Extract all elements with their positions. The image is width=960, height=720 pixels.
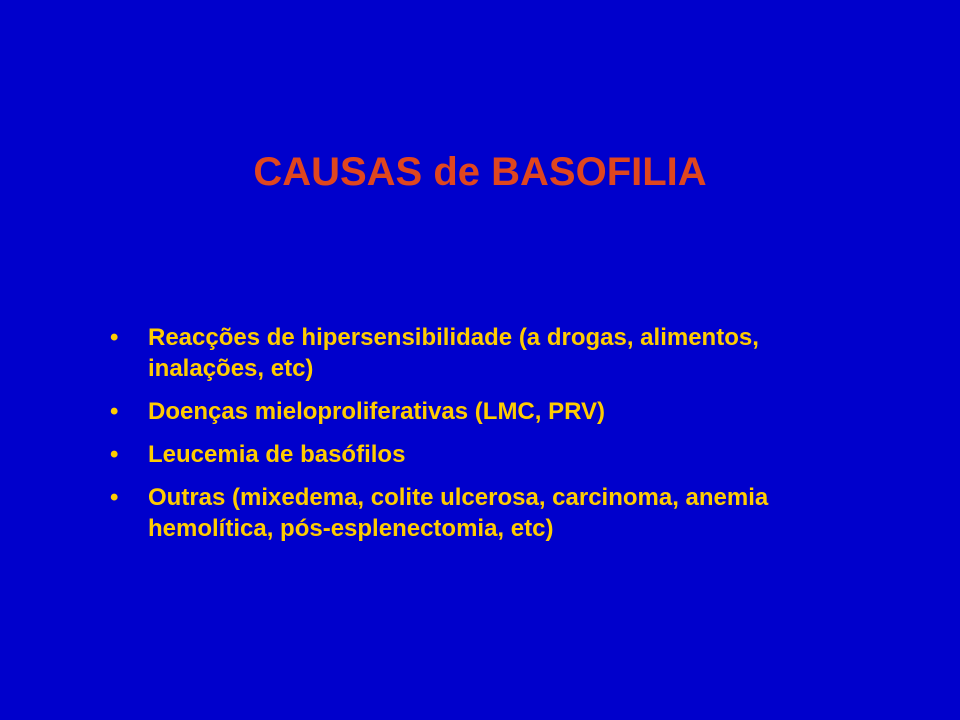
bullet-marker: • — [110, 324, 119, 351]
list-item — [110, 322, 870, 384]
list-item — [110, 439, 870, 470]
bullet-marker: • — [110, 398, 119, 425]
bullet-marker: • — [110, 441, 119, 468]
bullet-text: Reacções de hipersensibilidade (a drogas, alimentos, inalações, etc) — [148, 324, 759, 382]
slide-title: CAUSAS de BASOFILIA — [253, 150, 707, 194]
list-item — [110, 482, 870, 544]
bullet-list — [110, 322, 870, 556]
bullet-text: Doenças mieloproliferativas (LMC, PRV) — [148, 398, 606, 425]
bullet-marker: • — [110, 484, 119, 511]
list-item — [110, 396, 870, 427]
bullet-text: Outras (mixedema, colite ulcerosa, carcinoma, anemia hemolítica, pós-esplenectomia, etc) — [148, 484, 769, 542]
bullet-text: Leucemia de basófilos — [148, 441, 406, 468]
